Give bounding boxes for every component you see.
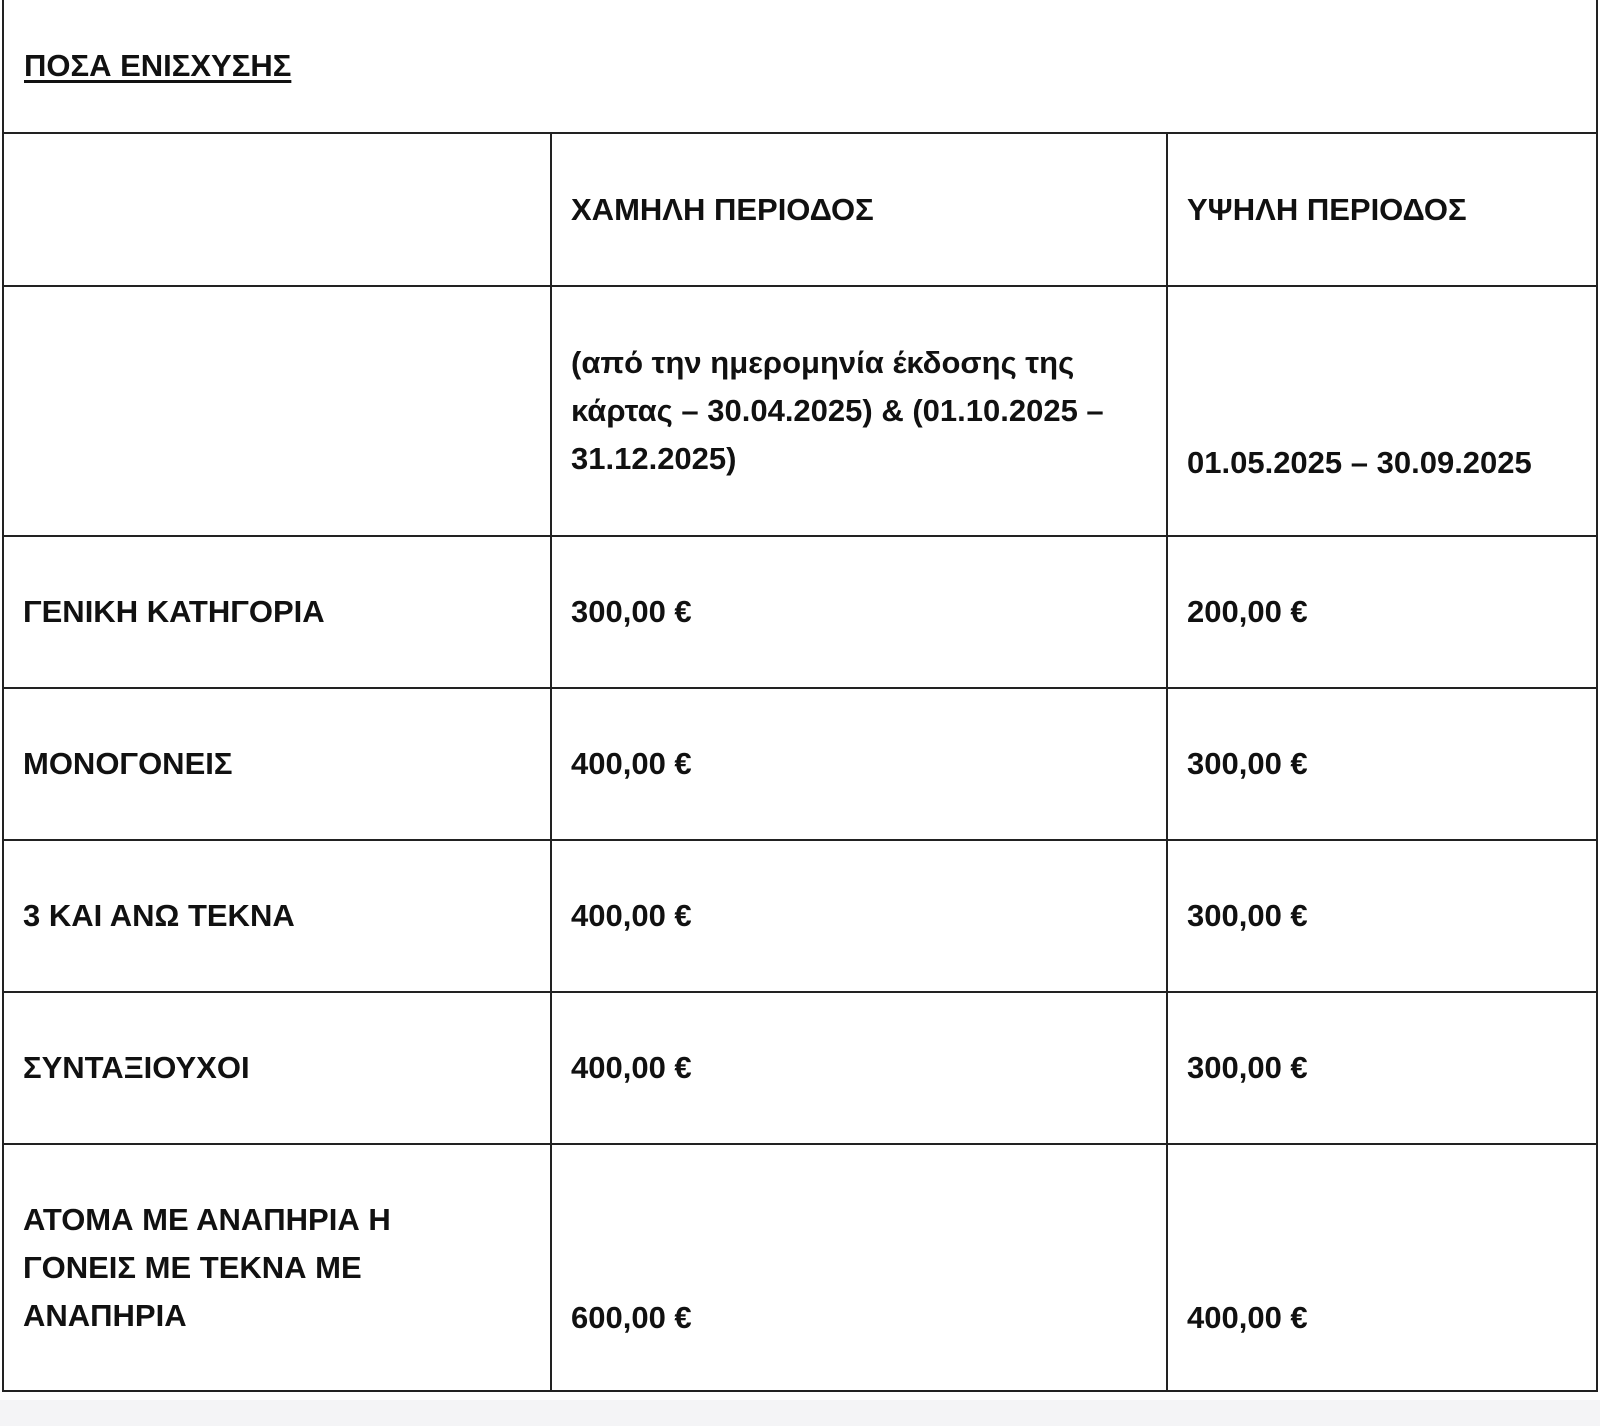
high-amount-cell — [1168, 993, 1596, 1143]
high-period-dates: 01.05.2025 – 30.09.2025 — [1187, 445, 1532, 480]
low-amount: 300,00 € — [571, 594, 692, 629]
category-label: ΣΥΝΤΑΞΙΟΥΧΟΙ — [23, 1050, 250, 1085]
low-amount: 400,00 € — [571, 898, 692, 933]
table-row — [4, 689, 1596, 841]
header-cell-low-period — [552, 134, 1168, 285]
category-cell — [4, 1145, 552, 1390]
category-label: ΓΕΝΙΚΗ ΚΑΤΗΓΟΡΙΑ — [23, 594, 325, 629]
category-cell — [4, 537, 552, 687]
low-amount: 600,00 € — [571, 1300, 692, 1335]
header-high-period: ΥΨΗΛΗ ΠΕΡΙΟΔΟΣ — [1187, 191, 1467, 227]
category-label: ΑΤΟΜΑ ΜΕ ΑΝΑΠΗΡΙΑ Η ΓΟΝΕΙΣ ΜΕ ΤΕΚΝΑ ΜΕ ΑΝΑΠΗΡΙΑ — [23, 1201, 391, 1333]
period-dates-row — [4, 287, 1596, 537]
high-amount-cell — [1168, 841, 1596, 991]
category-cell — [4, 993, 552, 1143]
high-amount-cell — [1168, 689, 1596, 839]
low-amount-cell — [552, 1145, 1168, 1390]
table-title: ΠΟΣΑ ΕΝΙΣΧΥΣΗΣ — [24, 48, 292, 83]
low-amount: 400,00 € — [571, 1050, 692, 1085]
low-period-dates: (από την ημερομηνία έκδοσης της κάρτας – 30.04.2025) & (01.10.2025 – 31.12.2025) — [571, 345, 1104, 476]
high-amount: 200,00 € — [1187, 594, 1308, 629]
high-amount-cell — [1168, 537, 1596, 687]
low-amount-cell — [552, 537, 1168, 687]
low-amount-cell — [552, 689, 1168, 839]
header-cell-empty — [4, 134, 552, 285]
high-amount: 300,00 € — [1187, 746, 1308, 781]
low-amount-cell — [552, 993, 1168, 1143]
high-amount: 300,00 € — [1187, 1050, 1308, 1085]
category-label: ΜΟΝΟΓΟΝΕΙΣ — [23, 746, 233, 781]
header-cell-high-period — [1168, 134, 1596, 285]
table-row — [4, 537, 1596, 689]
category-label: 3 ΚΑΙ ΑΝΩ ΤΕΚΝΑ — [23, 898, 295, 933]
high-amount: 300,00 € — [1187, 898, 1308, 933]
category-cell — [4, 689, 552, 839]
low-amount-cell — [552, 841, 1168, 991]
support-amounts-table — [2, 0, 1598, 1392]
low-amount: 400,00 € — [571, 746, 692, 781]
high-amount-cell — [1168, 1145, 1596, 1390]
title-row — [4, 0, 1596, 134]
high-amount: 400,00 € — [1187, 1300, 1308, 1335]
table-row — [4, 993, 1596, 1145]
period-cell-empty — [4, 287, 552, 535]
table-row — [4, 1145, 1596, 1390]
header-low-period: ΧΑΜΗΛΗ ΠΕΡΙΟΔΟΣ — [571, 191, 874, 227]
category-cell — [4, 841, 552, 991]
period-cell-high — [1168, 287, 1596, 535]
period-cell-low — [552, 287, 1168, 535]
header-row — [4, 134, 1596, 287]
table-row — [4, 841, 1596, 993]
